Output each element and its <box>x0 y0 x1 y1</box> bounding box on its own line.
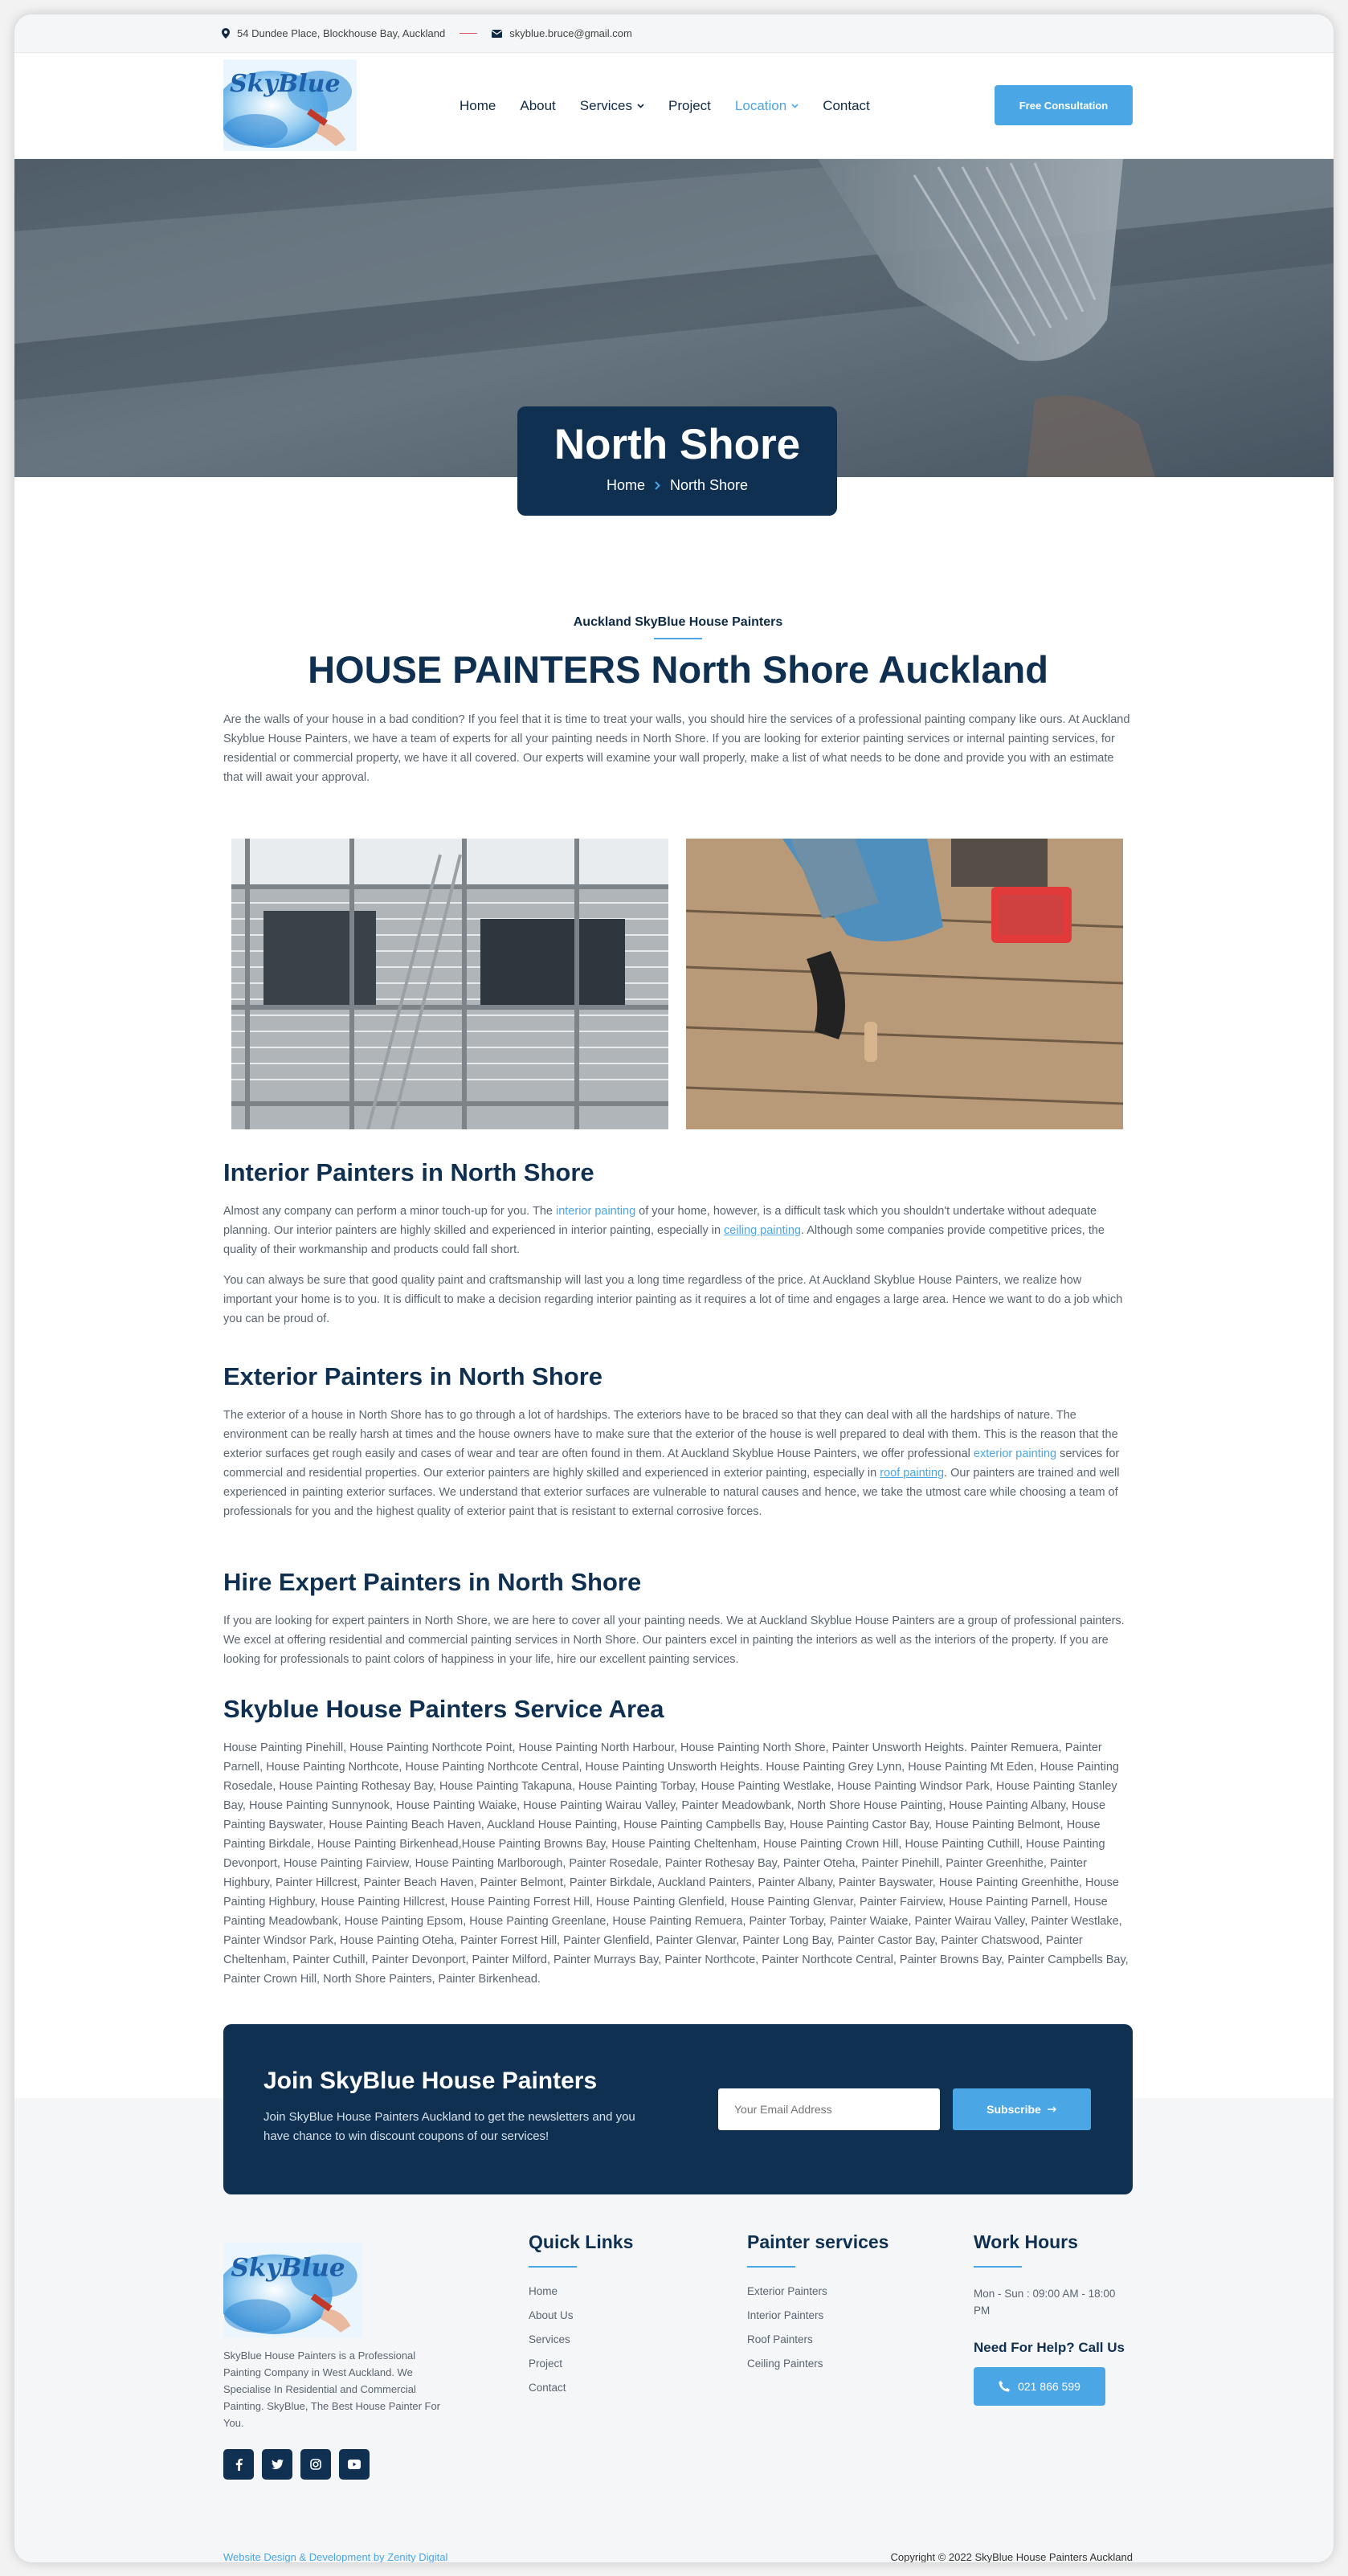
call-button[interactable] <box>974 2367 1105 2406</box>
copyright-text: Copyright © 2022 SkyBlue House Painters Auckland <box>890 2551 1133 2562</box>
phone-number: 021 866 599 <box>1018 2380 1080 2393</box>
section-heading: Skyblue House Painters Service Area <box>223 1695 664 1723</box>
text-run: . Although some companies provide competitive prices, the quality of their workmanship and products could fall short. <box>223 1224 1105 1256</box>
chevron-down-icon <box>791 104 799 108</box>
email-item[interactable] <box>492 27 632 39</box>
section-heading: HOUSE PAINTERS North Shore Auckland <box>308 648 1048 691</box>
footer-link-exterior[interactable]: Exterior Painters <box>747 2285 827 2297</box>
column-heading: Quick Links <box>529 2231 634 2252</box>
newsletter-text: Join SkyBlue House Painters Auckland to get the newsletters and you have chance to win discount coupons of our services! <box>263 2110 635 2143</box>
logo-text: SkyBlue <box>231 2253 345 2283</box>
service-area-paragraph: House Painting Pinehill, House Painting Northcote Point, House Painting North Harbour, House Painting North Shore, Painter Unsworth Heights. Painter Remuera, Painter Parnell, House Painting Northcote, House Painting Northcote Central, House Painting Unsworth Heights. House Painting Grey Lynn, House Painting Mt Eden, House Painting Rosedale, House Painting Rothesay Bay, House Painting Takapuna, House Painting Torbay, House Painting Westlake, House Painting Windsor Park, House Painting Stanley Bay, House Painting Sunnynook, House Painting Waiake, House Painting Wairau Valley, Painter Meadowbank, North Shore House Painting, House Painting Albany, House Painting Bayswater, House Painting Beach Haven, Auckland House Painting, House Painting Campbells Bay, House Painting Castor Bay, House Painting Belmont, House Painting Birkdale, House Painting Birkenhead,House Painting Browns Bay, House Painting Cheltenham, House Painting Crown Hill, House Painting Cuthill, House Painting Devonport, House Painting Fairview, House Painting Marlborough, Painter Rosedale, Painter Rothesay Bay, Painter Oteha, Painter Pinehill, Painter Greenhithe, Painter Highbury, Painter Hillcrest, Painter Beach Haven, Painter Belmont, Painter Birkdale, Auckland Painters, Painter Albany, Painter Bayswater, House Painting Greenhithe, House Painting Highbury, House Painting Hillcrest, House Painting Forrest Hill, House Painting Glenfield, House Painting Glenvar, Painter Fairview, House Painting Parnell, House Painting Meadowbank, House Painting Epsom, House Painting Greenlane, House Painting Remuera, Painter Torbay, Painter Waiake, Painter Wairau Valley, Painter Westlake, Painter Windsor Park, House Painting Oteha, Painter Forrest Hill, Painter Glenfield, Painter Glenvar, Painter Long Bay, Painter Castor Bay, Painter Chatswood, Painter Cheltenham, Painter Cuthill, Painter Devonport, Painter Milford, Painter Murrays Bay, Painter Northcote, Painter Northcote Central, Painter Browns Bay, Painter Campbells Bay, Painter Crown Hill, North Shore Painters, Painter Birkenhead. <box>223 1741 1129 1986</box>
text-run: services for commercial and residential properties. Our exterior painters are highly skilled and experienced in exterior painting, especially in <box>223 1447 1120 1480</box>
work-hours-column <box>974 2231 1134 2406</box>
heading-underline <box>747 2266 795 2268</box>
roof-painting-link[interactable]: roof painting <box>880 1467 945 1480</box>
column-heading: Work Hours <box>974 2231 1078 2252</box>
newsletter-email-input[interactable] <box>718 2088 940 2130</box>
breadcrumb-home[interactable]: Home <box>606 477 645 493</box>
newsletter-title: Join SkyBlue House Painters <box>263 2068 598 2094</box>
column-heading: Painter services <box>747 2231 889 2252</box>
intro-section <box>223 615 1133 787</box>
map-pin-icon <box>222 28 230 39</box>
chevron-right-icon <box>655 481 660 490</box>
ceiling-painting-link[interactable]: ceiling painting <box>724 1224 801 1237</box>
free-consultation-button[interactable]: Free Consultation <box>995 85 1133 125</box>
twitter-icon[interactable] <box>262 2449 292 2480</box>
arrow-right-icon <box>1048 2106 1057 2113</box>
intro-paragraph: Are the walls of your house in a bad condition? If you feel that it is time to treat your walls, you should hire the services of a professional painting company like ours. At Auckland Skyblue House Painters, we have a team of experts for all your painting needs in North Shore. If you are looking for exterior painting services or internal painting services, for residential or commercial property, we have it all covered. Our experts will examine your wall properly, make a list of what needs to be done and provide you with an estimate that will await your approval. <box>223 713 1130 784</box>
interior-painting-link[interactable]: interior painting <box>555 1205 636 1218</box>
youtube-icon[interactable] <box>339 2449 370 2480</box>
service-area-section <box>223 1693 1133 1989</box>
section-heading: Exterior Painters in North Shore <box>223 1362 603 1390</box>
nav-label: Contact <box>823 98 870 113</box>
heading-underline <box>974 2266 1022 2268</box>
nav-contact[interactable] <box>823 98 870 114</box>
footer-link-project[interactable]: Project <box>529 2358 563 2370</box>
text-run: Almost any company can perform a minor touch-up for you. The <box>223 1205 556 1218</box>
address-item <box>222 27 445 39</box>
footer-link-ceiling[interactable]: Ceiling Painters <box>747 2358 823 2370</box>
work-hours-text: Mon - Sun : 09:00 AM - 18:00 PM <box>974 2288 1116 2317</box>
footer-link-interior[interactable]: Interior Painters <box>747 2309 824 2321</box>
nav-label: Project <box>668 98 711 113</box>
interior-section <box>223 1157 1133 1329</box>
subscribe-button[interactable] <box>953 2088 1091 2130</box>
section-heading: Interior Painters in North Shore <box>223 1158 594 1186</box>
facebook-icon[interactable] <box>223 2449 254 2480</box>
interior-paragraph <box>223 1202 1133 1259</box>
text-run: of your home, however, is a difficult task which you shouldn't undertake without adequate planning. Our interior painters are highly skilled and experienced in interior painting, especially in <box>223 1205 1097 1237</box>
eyebrow-underline <box>654 638 702 639</box>
expert-paragraph: If you are looking for expert painters in North Shore, we are here to cover all your painting needs. We at Auckland Skyblue House Painters are a group of professional painters. We excel at offering residential and commercial painting services in North Shore. Our painters excel in painting the interiors as well as the interiors of the property. If you are looking for professionals to paint colors of happiness in your life, hire our excellent painting services. <box>223 1615 1125 1666</box>
email-text[interactable]: skyblue.bruce@gmail.com <box>509 27 632 39</box>
footer-link-home[interactable]: Home <box>529 2285 558 2297</box>
scaffolding-photo <box>231 839 668 1129</box>
footer-link-services[interactable]: Services <box>529 2333 570 2345</box>
section-eyebrow: Auckland SkyBlue House Painters <box>573 615 783 629</box>
phone-icon <box>999 2381 1010 2392</box>
text-run: . Our painters are trained and well experienced in painting exterior surfaces. We understand that exterior surfaces are vulnerable to natural causes and hence, we take the utmost care while choosing a team of professionals for you and the highest quality of exterior paint that is resistant to external corrosive forces. <box>223 1467 1120 1518</box>
instagram-icon[interactable] <box>300 2449 331 2480</box>
subscribe-label: Subscribe <box>986 2103 1041 2116</box>
footer-link-about[interactable]: About Us <box>529 2309 574 2321</box>
envelope-icon <box>492 30 502 38</box>
site-header <box>14 53 1334 159</box>
chevron-down-icon <box>637 104 644 108</box>
footer-logo[interactable] <box>223 2243 363 2337</box>
heading-underline <box>529 2266 577 2268</box>
footer-about: SkyBlue House Painters is a Professional Painting Company in West Auckland. We Specialise In Residential and Commercial Painting. SkyBlue, The Best House Painter For You. <box>223 2349 441 2429</box>
section-heading: Hire Expert Painters in North Shore <box>223 1568 642 1596</box>
footer-link-roof[interactable]: Roof Painters <box>747 2333 813 2345</box>
nav-about[interactable] <box>520 98 555 114</box>
nav-label: Home <box>460 98 496 113</box>
nav-services[interactable] <box>580 98 644 114</box>
painter-services-column <box>747 2231 888 2382</box>
nav-project[interactable] <box>668 98 711 114</box>
expert-section <box>223 1566 1133 1669</box>
exterior-paragraph <box>223 1406 1133 1521</box>
divider <box>460 33 477 34</box>
logo[interactable] <box>223 59 357 151</box>
page-frame <box>14 14 1334 2562</box>
help-heading: Need For Help? Call Us <box>974 2340 1125 2355</box>
exterior-section <box>223 1361 1133 1521</box>
main-nav <box>460 53 894 159</box>
text-run: The exterior of a house in North Shore has to go through a lot of hardships. The exteriors have to be braced so that they can deal with all the hardships of nature. The environment can be really harsh at times and the house owners have to make sure that the exterior of the house is well prepared to deal with them. This is the reason that the exterior surfaces get rough easily and cases of wear and tear are often found in them. At Auckland Skyblue House Painters, we offer professional <box>223 1409 1118 1460</box>
credit-link[interactable]: Website Design & Development by Zenity Digital <box>223 2551 448 2562</box>
top-bar <box>14 14 1334 53</box>
social-links <box>223 2449 370 2480</box>
nav-label: Location <box>734 98 787 113</box>
nav-label: About <box>520 98 556 113</box>
nav-label: Services <box>579 98 632 113</box>
nav-home[interactable] <box>460 98 496 114</box>
page-title: North Shore <box>553 421 801 468</box>
deck-staining-photo <box>686 839 1123 1129</box>
interior-paragraph-2: You can always be sure that good quality paint and craftsmanship will last you a long time regardless of the price. At Auckland Skyblue House Painters, we realize how important your home is to you. It is difficult to make a decision regarding interior painting as it requires a lot of time and engages a large area. Hence we want to do a job which you can be proud of. <box>223 1274 1123 1325</box>
logo-text: SkyBlue <box>230 70 341 98</box>
newsletter-box <box>223 2024 1133 2194</box>
breadcrumb-current: North Shore <box>669 477 749 493</box>
breadcrumb <box>517 477 837 494</box>
hero-title-card <box>517 406 837 516</box>
address-text: 54 Dundee Place, Blockhouse Bay, Auckland <box>237 27 446 39</box>
quick-links-column <box>529 2231 633 2406</box>
exterior-painting-link[interactable]: exterior painting <box>973 1447 1057 1460</box>
nav-location[interactable] <box>735 98 799 114</box>
footer-link-contact[interactable]: Contact <box>529 2382 566 2394</box>
